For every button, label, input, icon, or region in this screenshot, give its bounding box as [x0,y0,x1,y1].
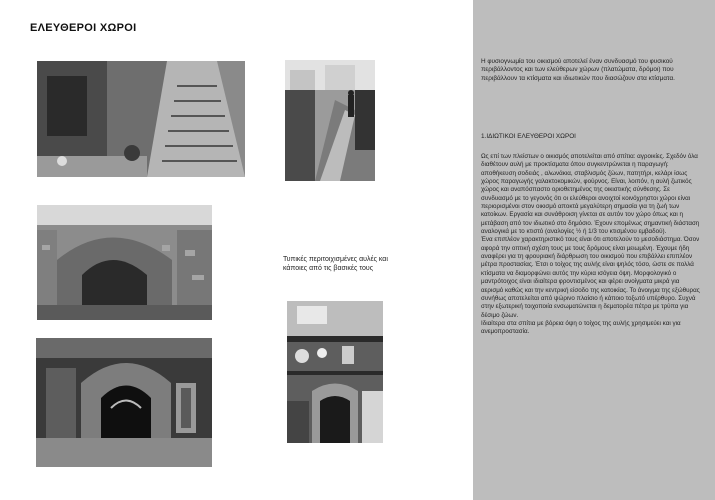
section-title: 1.ΙΔΙΩΤΙΚΟΙ ΕΛΕΥΘΕΡΟΙ ΧΩΡΟΙ [481,133,576,140]
photo-outdoor-oven [36,338,212,467]
photo-courtyard-wall [285,60,375,181]
photo-caption: Τυπικές περιτοιχισμένες αυλές και κάποιες από τις βασικές τους [283,256,388,272]
body-paragraph-2: Ένα επιπλέον χαρακτηριστικό τους είναι ότι αποτελούν το μεσοδιάστημα. Όσον αφορά την οπτική σχέση τους με τους δρόμους είναι μειωμένη. Έχουμε ήδη αναφέρει για τη φρουριακή διάρθρωση του οικισμού που επιβάλλει επιπλέον μέτρα προστασίας. Έτσι ο τοίχος της αυλής είναι ψηλός τόσο, ώστε σε πολλά κτίσματα να διαμορφώνει αυτός την κύρια ισόγεια όψη. Μορφολογικό ο μαντρότοιχος είναι ιδιαίτερα φροντισμένος και φέρει ανοίγματα μικρά για αερισμό καθώς και την κεντρική είσοδο της κατοικίας. Το άνοιγμα της εξώθυρας συνήθως αποτελείται από ψώρινο πλαίσιο ή κάποιο τοξωτό υπέρθυρο. Συχνά στην εξωτερική τοιχοποιία ενσωματώνεται η δεματορέα πέτρα με τρύπα για δέσιμο ζώων. [481,236,700,319]
body-text [481,153,701,337]
body-paragraph-1: Ως επί των πλείστων ο οικισμός αποτελείται από σπίτια: αγροικίες. Σχεδόν όλα διαθέτουν αυλή με προκτίσματα όπου συγκεντρώνεται η παραγωγή: αποθήκευση σοδειάς , αλωνάκια, σταβλισμός ζώων, πατητήρι, κελάρι ίσως χώρος παραγωγής γαλακτοκομικών, φούρνος. Είναι, λοιπόν, η αυλή ζωτικός χώρος και αναπόσπαστο οριοθετημένος της οικιστικής σύνθεσης. Σε συνδυασμό με το γεγονός ότι οι ελεύθεροι ανοιχτοί κοινόχρηστοι χώροι είναι περιορισμένοι στον οικισμό αποκτά μεγαλύτερη σημασία για τη ζωή των κατοίκων. Εργασία και συνάθροιση γίνεται σε αυτόν τον χώρο όπως και η μετάβαση από τον ιδιωτικό στο δημόσιο. Έχουν επομένως σημαντική διάσταση αναλογικά με το κτιστό (αναλογίες ½ ή 1/3 του κτισμένου εμβαδού). [481,153,700,236]
body-paragraph-3: Ιδιαίτερα στα σπίτια με βόρεια όψη ο τοίχος της αυλής χρησιμεύει και για ανεμοπροστασία. [481,319,681,336]
photo-stone-stairs [37,61,245,177]
photo-interior-fireplace [287,301,383,443]
intro-paragraph: Η φυσιογνωμία του οικισμού αποτελεί έναν συνδυασμό του φυσικού περιβάλλοντος και των ελεύθερων χώρων (πλατώματα, δρόμοι) που περιβάλλουν τα κτίσματα και ιδιωτικών που διασώζουν στα κτίσματα. [481,58,675,82]
page-heading: ΕΛΕΥΘΕΡΟΙ ΧΩΡΟΙ [30,22,137,34]
photo-stone-arch-ruin [37,205,212,320]
